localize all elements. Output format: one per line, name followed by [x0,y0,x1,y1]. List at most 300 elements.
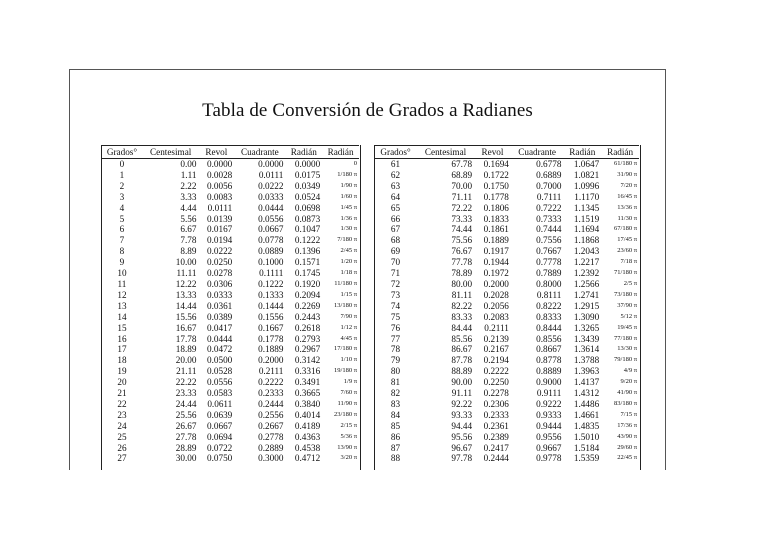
table-row [101,421,359,432]
table-cell: 0.2194 [483,355,509,366]
table-cell: 61 [390,159,401,169]
table-cell: 22 [117,398,127,409]
table-cell: 1/9 π [343,378,357,386]
table-row [374,246,639,257]
table-cell: 0.1333 [258,289,284,300]
table-cell: 17.78 [175,333,197,344]
table-cell: 23 [117,409,127,420]
table-row [374,279,639,290]
table-cell: 7/90 π [340,312,357,320]
table-cell: 1.4312 [573,388,600,399]
table-cell: 3/20 π [340,454,357,462]
table-cell: 1/60 π [340,192,357,200]
table-cell: 0.0389 [207,311,233,322]
table-cell: 0.00 [180,159,197,169]
header-centesimal: Centesimal [417,146,474,159]
table-row [101,377,359,388]
table-cell: 0.2778 [258,431,284,442]
table-cell: 29/60 π [617,443,637,451]
table-row [374,334,639,345]
table-cell: 11.11 [176,268,197,279]
table-cell: 0.0222 [207,246,233,257]
table-cell: 0.0417 [207,322,233,333]
table-cell: 0 [119,159,125,169]
table-cell: 0.2167 [483,344,509,355]
table-cell: 7 [119,235,125,246]
table-row [374,344,639,355]
table-cell: 0.0222 [258,180,284,191]
table-cell: 72 [390,278,401,289]
table-cell: 0.6889 [536,169,562,180]
table-cell: 0.9667 [536,442,562,453]
table-cell: 79 [390,355,401,366]
table-row [374,410,639,421]
table-cell: 0.6778 [536,159,562,169]
table-cell: 14.44 [175,300,197,311]
table-cell: 71 [390,268,401,279]
table-row [374,192,639,203]
table-cell: 0.9222 [536,398,562,409]
table-cell: 0.9444 [536,420,562,431]
table-cell: 20 [117,377,127,388]
table-cell: 1 [119,169,125,180]
table-cell: 1.3090 [573,311,600,322]
table-cell: 0.1222 [294,235,321,246]
table-row [374,366,639,377]
table-cell: 0.8556 [536,333,562,344]
table-row [101,257,359,268]
table-row [101,399,359,410]
table-cell: 1.1868 [573,235,600,246]
table-cell: 0.2389 [483,431,509,442]
table-row [374,170,639,181]
table-cell: 0.2443 [294,311,321,322]
table-cell: 0.2083 [483,311,509,322]
table-cell: 0.0175 [294,169,321,180]
table-cell: 5.56 [180,213,197,224]
table-cell: 0.0056 [207,180,233,191]
table-cell: 0.0722 [207,442,233,453]
header-radian: Radián [563,146,601,159]
table-cell: 18 [117,355,127,366]
table-cell: 87 [390,442,401,453]
table-cell: 23/60 π [617,247,637,255]
table-cell: 0.4712 [294,453,321,464]
table-cell: 5/12 π [620,312,637,320]
table-row [374,443,639,454]
table-cell: 0.2094 [294,289,321,300]
table-cell: 87.78 [451,355,473,366]
table-cell: 28.89 [175,442,197,453]
table-row [374,453,639,464]
table-cell: 5 [119,213,125,224]
table-cell: 1.3788 [573,355,600,366]
table-cell: 0.7444 [536,224,562,235]
table-row [101,443,359,454]
table-cell: 0.1111 [259,268,284,279]
table-cell: 77 [390,333,401,344]
table-cell: 0.1861 [483,224,509,235]
table-row [374,290,639,301]
table-cell: 0.2222 [483,366,509,377]
table-cell: 3 [119,191,125,202]
table-row [101,181,359,192]
table-cell: 7/180 π [337,236,357,244]
table-cell: 84.44 [451,322,473,333]
table-cell: 81.11 [451,289,473,300]
table-cell: 0.0083 [207,191,233,202]
table-cell: 0.0698 [294,202,321,213]
header-revol: Revol [474,146,511,159]
table-cell: 11/180 π [334,279,357,287]
table-cell: 11/30 π [617,214,637,222]
table-cell: 4/45 π [340,334,357,342]
table-cell: 0.2111 [484,322,509,333]
table-cell: 0.3491 [294,377,321,388]
table-cell: 16/45 π [617,192,637,200]
table-cell: 0.0556 [207,377,233,388]
table-cell: 67 [390,224,401,235]
table-cell: 0.9778 [536,453,562,464]
table-cell: 0.3840 [294,398,321,409]
table-cell: 1.0821 [573,169,600,180]
table-cell: 0.0611 [207,398,233,409]
table-cell: 21.11 [176,366,197,377]
table-cell: 61/180 π [614,160,637,167]
table-cell: 74 [390,300,401,311]
table-cell: 63 [390,180,401,191]
table-cell: 0.0778 [258,235,284,246]
table-cell: 1/10 π [340,356,357,364]
table-cell: 1.2741 [573,289,600,300]
table-body-left [101,159,359,465]
table-cell: 73/180 π [614,290,637,298]
table-row [101,334,359,345]
table-cell: 3.33 [180,191,197,202]
table-cell: 67/180 π [614,225,637,233]
table-cell: 0.1750 [483,180,509,191]
table-cell: 0.2333 [483,409,509,420]
table-cell: 0.1571 [294,257,321,268]
table-cell: 1.3614 [573,344,600,355]
table-cell: 83/180 π [614,399,637,407]
table-cell: 0.0889 [258,246,284,257]
table-cell: 25.56 [175,409,197,420]
table-cell: 0.2139 [483,333,509,344]
table-cell: 1.5010 [573,431,600,442]
table-cell: 0.1047 [294,224,321,235]
table-cell: 0.0194 [207,235,233,246]
table-row [374,388,639,399]
table-cell: 2.22 [180,180,197,191]
table-cell: 69 [390,246,401,257]
table-row [101,192,359,203]
header-cuadrante: Cuadrante [234,146,285,159]
document-page [69,69,666,470]
table-cell: 0.4014 [294,409,321,420]
table-cell: 0.8444 [536,322,562,333]
table-cell: 0.1222 [258,278,284,289]
table-cell: 90.00 [451,377,473,388]
table-cell: 0.2056 [483,300,509,311]
table-row [101,203,359,214]
header-grados: Grados° [101,146,143,159]
table-cell: 0.2028 [483,289,509,300]
table-cell: 0.4189 [294,420,321,431]
table-cell: 0.0444 [207,333,233,344]
table-cell: 0.0500 [207,355,233,366]
table-row [374,301,639,312]
table-cell: 37/90 π [617,301,637,309]
table-cell: 4 [119,202,125,213]
table-cell: 26 [117,442,127,453]
table-cell: 7/15 π [620,410,637,418]
table-cell: 1/30 π [340,225,357,233]
table-cell: 1.4661 [573,409,600,420]
table-cell: 0.0349 [294,180,321,191]
table-cell: 9/20 π [620,378,637,386]
header-radian: Radián [285,146,322,159]
table-row [101,366,359,377]
table-row [101,323,359,334]
table-cell: 80 [390,366,401,377]
table-cell: 0.2444 [258,398,284,409]
table-cell: 68 [390,235,401,246]
table-cell: 10 [117,268,127,279]
table-cell: 0.7778 [536,257,562,268]
table-cell: 81 [390,377,401,388]
table-cell: 0.0306 [207,278,233,289]
table-cell: 21 [117,388,127,399]
table-cell: 0.1444 [258,300,284,311]
table-cell: 16.67 [175,322,197,333]
table-cell: 31/90 π [617,170,637,178]
table-row [374,159,639,170]
table-cell: 0.7889 [536,268,562,279]
table-cell: 1.3439 [573,333,600,344]
table-cell: 0.0361 [207,300,233,311]
table-row [374,181,639,192]
table-cell: 1.4835 [573,420,600,431]
header-centesimal: Centesimal [143,146,199,159]
table-cell: 1.4486 [573,398,600,409]
table-cell: 0.9333 [536,409,562,420]
table-cell: 0.7333 [536,213,562,224]
table-cell: 1.3963 [573,366,600,377]
table-cell: 1/18 π [340,269,357,277]
table-cell: 0.2222 [258,377,284,388]
table-cell: 0.0028 [207,169,233,180]
table-cell: 1.5184 [573,442,600,453]
header-revol: Revol [198,146,234,159]
header-grados: Grados° [374,146,417,159]
table-cell: 0.8889 [536,366,562,377]
table-cell: 1/45 π [340,203,357,211]
table-cell: 17/36 π [617,421,637,429]
table-cell: 6.67 [180,224,197,235]
table-cell: 0.2250 [483,377,509,388]
table-cell: 91.11 [451,388,473,399]
table-cell: 0.1889 [483,235,509,246]
table-cell: 2/45 π [340,247,357,255]
conversion-table-left [101,145,359,464]
table-cell: 10.00 [175,257,197,268]
table-cell: 0.7000 [536,180,562,191]
table-cell: 0.0333 [258,191,284,202]
table-header-row [101,146,359,159]
table-cell: 0.7667 [536,246,562,257]
table-cell: 0.1944 [483,257,509,268]
table-row [101,268,359,279]
table-cell: 25 [117,431,127,442]
table-cell: 1/20 π [340,258,357,266]
table-cell: 17 [117,344,127,355]
table-cell: 0.2618 [294,322,321,333]
table-cell: 18.89 [175,344,197,355]
table-cell: 0.8111 [536,289,562,300]
table-cell: 20.00 [175,355,197,366]
table-cell: 4/9 π [623,367,637,375]
table-cell: 19 [117,366,127,377]
table-cell: 0.3316 [294,366,321,377]
table-cell: 0.0528 [207,366,233,377]
table-cell: 0.0524 [294,191,321,202]
table-cell: 0.2889 [258,442,284,453]
table-cell: 13 [117,300,127,311]
table-cell: 1/36 π [340,214,357,222]
table-cell: 1.2043 [573,246,600,257]
table-cell: 0.2306 [483,398,509,409]
table-row [101,355,359,366]
table-cell: 13/30 π [617,345,637,353]
table-cell: 0.1806 [483,202,509,213]
table-cell: 74.44 [451,224,473,235]
table-cell: 0.0250 [207,257,233,268]
table-cell: 0.1778 [258,333,284,344]
table-cell: 7/20 π [620,181,637,189]
table-cell: 0.2269 [294,300,321,311]
table-cell: 0.0667 [258,224,284,235]
table-cell: 0.4538 [294,442,321,453]
table-cell: 0.7556 [536,235,562,246]
table-cell: 0.1745 [294,268,321,279]
table-row [374,432,639,443]
table-cell: 0.0000 [294,159,321,169]
table-row [101,214,359,225]
table-cell: 65 [390,202,401,213]
table-cell: 78.89 [451,268,473,279]
table-cell: 0.4363 [294,431,321,442]
table-cell: 1/180 π [337,170,357,178]
table-cell: 76.67 [451,246,473,257]
table-row [374,355,639,366]
table-cell: 7/60 π [340,389,357,397]
table-cell: 1.2566 [573,278,600,289]
table-cell: 78 [390,344,401,355]
table-cell: 0.2967 [294,344,321,355]
table-cell: 0.2278 [483,388,509,399]
table-cell: 1.2915 [573,300,600,311]
table-cell: 24 [117,420,127,431]
table-cell: 75.56 [451,235,473,246]
table-cell: 4.44 [180,202,197,213]
table-cell: 0.1694 [483,159,509,169]
table-cell: 77/180 π [614,334,637,342]
table-row [374,214,639,225]
table-cell: 0.0111 [258,169,284,180]
table-row [101,170,359,181]
table-cell: 0.2000 [483,278,509,289]
table-row [374,399,639,410]
table-cell: 86.67 [451,344,473,355]
header-radian-pi: Radián [601,146,639,159]
table-cell: 66 [390,213,401,224]
table-row [374,268,639,279]
table-cell: 82.22 [451,300,473,311]
table-cell: 2/5 π [623,279,637,287]
table-cell: 0.8000 [536,278,562,289]
table-cell: 83 [390,398,401,409]
table-cell: 0.1556 [258,311,284,322]
table-cell: 11 [117,278,127,289]
table-header-row [374,146,639,159]
table-cell: 0.1889 [258,344,284,355]
table-cell: 0.0583 [207,388,233,399]
table-cell: 83.33 [451,311,473,322]
table-cell: 75 [390,311,401,322]
table-cell: 0.9111 [536,388,562,399]
table-cell: 14 [117,311,127,322]
table-cell: 73 [390,289,401,300]
table-cell: 0.0000 [207,159,233,169]
table-cell: 8.89 [180,246,197,257]
table-cell: 43/90 π [617,432,637,440]
table-row [101,432,359,443]
table-cell: 1.2392 [573,268,600,279]
table-row [101,290,359,301]
table-cell: 93.33 [451,409,473,420]
table-cell: 1/12 π [340,323,357,331]
table-cell: 23.33 [175,388,197,399]
table-cell: 70 [390,257,401,268]
table-cell: 1.1519 [573,213,600,224]
table-cell: 1.5359 [573,453,600,464]
table-cell: 0.1667 [258,322,284,333]
table-cell: 0 [353,160,357,167]
table-cell: 12.22 [175,278,197,289]
table-cell: 84 [390,409,401,420]
table-row [374,421,639,432]
table-cell: 13/36 π [617,203,637,211]
table-cell: 0.2333 [258,388,284,399]
table-cell: 0.0167 [207,224,233,235]
table-cell: 0.2361 [483,420,509,431]
table-cell: 41/90 π [617,389,637,397]
table-cell: 26.67 [175,420,197,431]
table-cell: 1/90 π [340,181,357,189]
table-cell: 0.0639 [207,409,233,420]
table-cell: 27 [117,453,127,464]
table-cell: 0.2111 [258,366,284,377]
table-cell: 0.0278 [207,268,233,279]
table-cell: 7/18 π [620,258,637,266]
table-cell: 0.2417 [483,442,509,453]
table-cell: 77.78 [451,257,473,268]
table-cell: 85.56 [451,333,473,344]
table-cell: 0.7222 [536,202,562,213]
table-cell: 0.0750 [207,453,233,464]
table-cell: 92.22 [451,398,473,409]
